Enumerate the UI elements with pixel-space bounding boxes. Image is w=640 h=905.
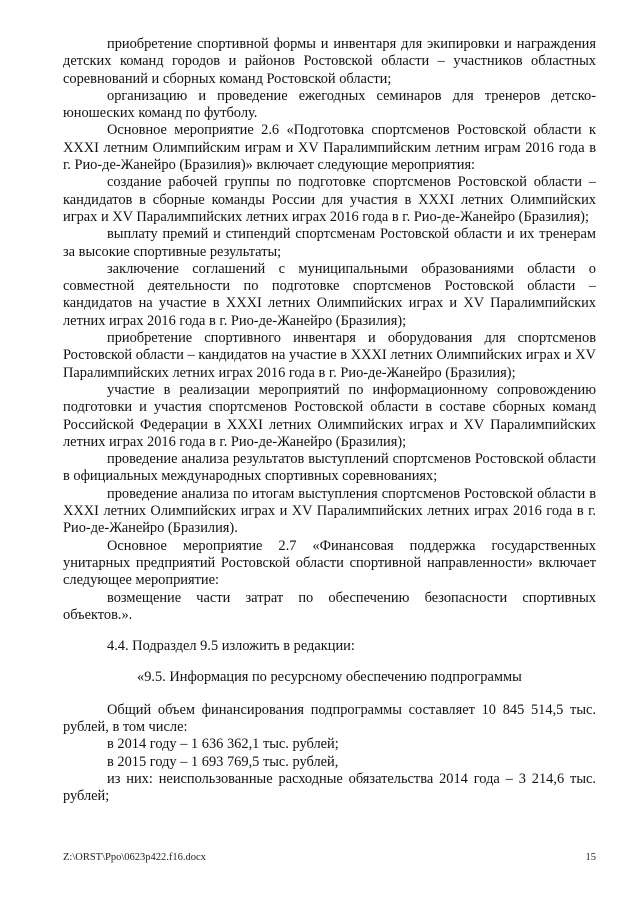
paragraph-coach-seminars: организацию и проведение ежегодных семинаров для тренеров детско-юношеских команд по футболу. [63,87,596,122]
paragraph-equipment-purchase: приобретение спортивного инвентаря и оборудования для спортсменов Ростовской области – кандидатов на участие в XXXI летних Олимпийских играх и XV Паралимпийских летних играх 2016 года в г. Рио-де-Жанейро (Бразилия); [63,330,596,381]
page-footer [63,852,596,863]
paragraph-results-analysis: проведение анализа результатов выступлений спортсменов Ростовской области в официальных международных спортивных соревнованиях; [63,451,596,485]
paragraph-funding-2014: в 2014 году – 1 636 362,1 тыс. рублей; [107,736,339,753]
paragraph-security-costs: возмещение части затрат по обеспечению безопасности спортивных объектов.». [63,589,596,623]
file-path: Z:\ORST\Ppo\0623p422.f16.docx [63,852,206,863]
paragraph-agreements: заключение соглашений с муниципальными образованиями области о совместной деятельности по подготовке спортсменов Ростовской области – кандидатов на участие в XXXI летних Олимпийских играх и XV Паралимпийских летних играх 2016 года в г. Рио-де-Жанейро (Бразилия); [63,260,596,329]
paragraph-working-group: создание рабочей группы по подготовке спортсменов Ростовской области – кандидатов в сборные команды России для участия в XXXI летних Олимпийских играх и XV Паралимпийских летних играх 2016 года в г. Рио-де-Жанейро (Бразилия); [63,174,596,225]
paragraph-funding-2015: в 2015 году – 1 693 769,5 тыс. рублей, [107,753,339,770]
paragraph-measure-2-7: Основное мероприятие 2.7 «Финансовая поддержка государственных унитарных предприятий Ростовской области спортивной направленности» включает следующее мероприятие: [63,537,596,589]
paragraph-olympic-analysis: проведение анализа по итогам выступления спортсменов Ростовской области в XXXI летних Олимпийских играх и XV Паралимпийских летних играх 2016 года в г. Рио-де-Жанейро (Бразилия). [63,485,596,537]
page-number: 15 [585,852,596,863]
paragraph-information-support: участие в реализации мероприятий по информационному сопровождению подготовки и участия спортсменов Ростовской области в составе сборных команд Российской Федерации в XXXI летних Олимпийских играх и XV Паралимпийских летних играх 2016 года в г. Рио-де-Жанейро (Бразилия); [63,381,596,450]
paragraph-bonuses: выплату премий и стипендий спортсменам Ростовской области и их тренерам за высокие спортивные результаты; [63,226,596,260]
paragraph-unused-obligations: из них: неиспользованные расходные обязательства 2014 года – 3 214,6 тыс. рублей; [63,770,596,805]
paragraph-uniform-equipment: приобретение спортивной формы и инвентаря для экипировки и награждения детских команд городов и районов Ростовской области – участников областных соревнований и сборных команд Ростовской области; [63,36,596,87]
document-page [63,36,596,805]
paragraph-total-funding: Общий объем финансирования подпрограммы составляет 10 845 514,5 тыс. рублей, в том числе: [63,701,596,735]
section-heading-9-5: «9.5. Информация по ресурсному обеспечению подпрограммы [137,669,522,686]
paragraph-measure-2-6: Основное мероприятие 2.6 «Подготовка спортсменов Ростовской области к XXXI летним Олимпийским играм и XV Паралимпийским летним играм 2016 года в г. Рио-де-Жанейро (Бразилия)» включает следующие мероприятия: [63,122,596,174]
paragraph-section-4-4: 4.4. Подраздел 9.5 изложить в редакции: [107,638,355,655]
